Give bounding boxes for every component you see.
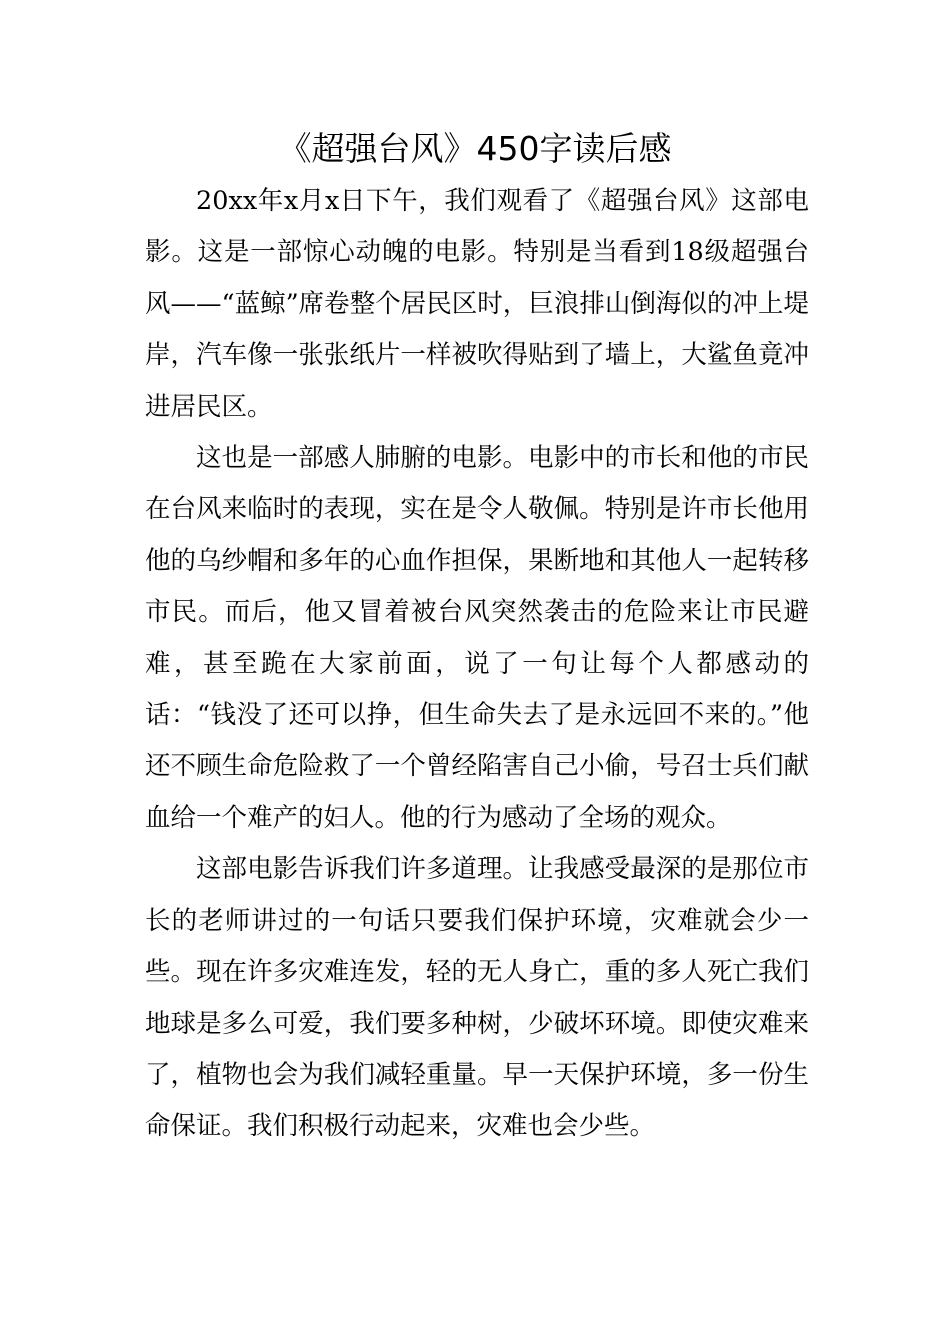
document-title: 《超强台风》450字读后感	[278, 129, 672, 168]
paragraph-3: 这部电影告诉我们许多道理。让我感受最深的是那位市长的老师讲过的一句话只要我们保护环境，灾难就会少一些。现在许多灾难连发，轻的无人身亡，重的多人死亡我们地球是多么可爱，我们要多种树，少破坏环境。即使灾难来了，植物也会为我们减轻重量。早一天保护环境，多一份生命保证。我们积极行动起来，灾难也会少些。	[145, 854, 809, 1142]
paragraph-2: 这也是一部感人肺腑的电影。电影中的市长和他的市民在台风来临时的表现，实在是令人敬佩。特别是许市长他用他的乌纱帽和多年的心血作担保，果断地和其他人一起转移市民。而后，他又冒着被台风突然袭击的危险来让市民避难，甚至跪在大家前面，说了一句让每个人都感动的话：“钱没了还可以挣，但生命失去了是永远回不来的。”他还不顾生命危险救了一个曾经陷害自己小偷，号召士兵们献血给一个难产的妇人。他的行为感动了全场的观众。	[145, 443, 809, 833]
document-body	[145, 176, 809, 1153]
paragraph-1: 20xx年x月x日下午，我们观看了《超强台风》这部电影。这是一部惊心动魄的电影。特别是当看到18级超强台风——“蓝鲸”席卷整个居民区时，巨浪排山倒海似的冲上堤岸，汽车像一张张纸片一样被吹得贴到了墙上，大鲨鱼竟冲进居民区。	[145, 186, 809, 422]
